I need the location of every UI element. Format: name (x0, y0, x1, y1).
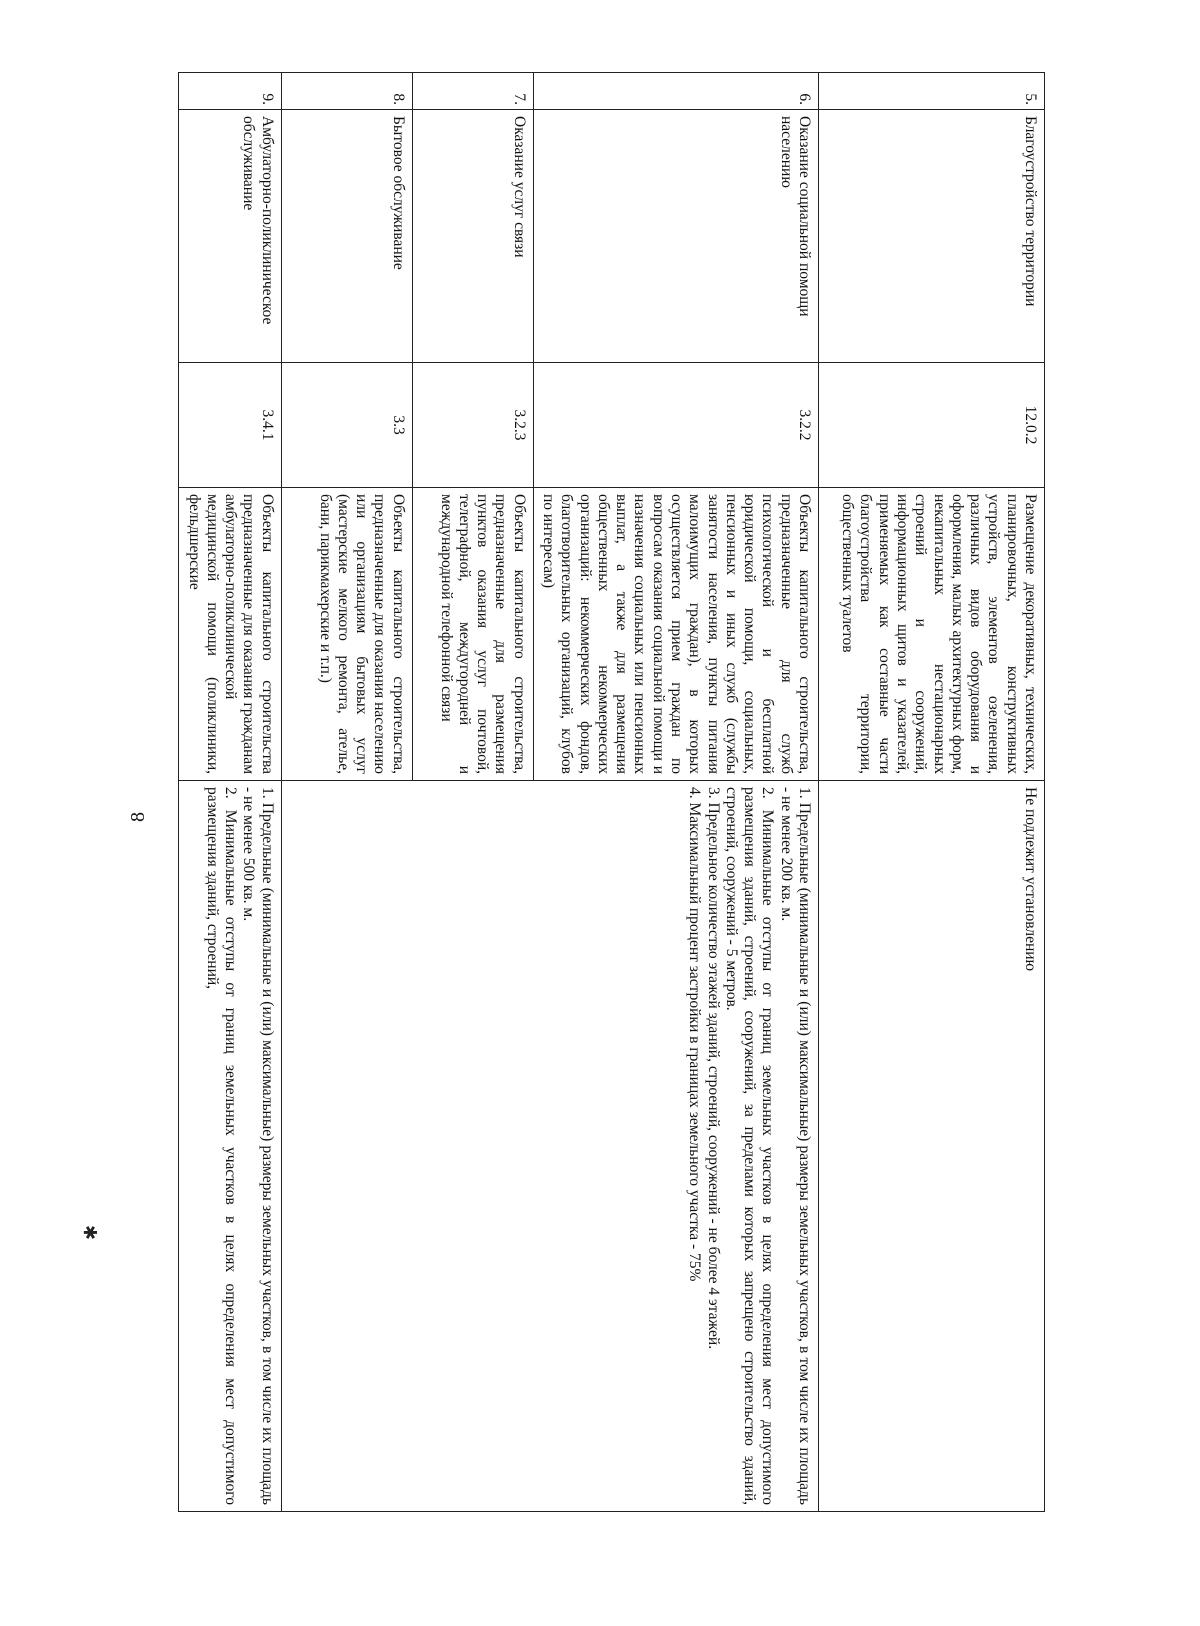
row-name: Благоустройство территории (819, 110, 1045, 363)
row-name: Бытовое обслуживание (281, 110, 412, 363)
row-description: Объекты капитального строительства, предназначенные для оказания населению или организациям бытовых услуг (мастерские мелкого ремонта, ателье, бани, парикмахерские и т.п.) (281, 488, 412, 781)
row-params: Не подлежит установлению (819, 781, 1045, 1512)
row-code: 3.3 (281, 363, 412, 488)
land-use-table-grid (178, 72, 1045, 1512)
row-description: Объекты капитального строительства предназначенные для оказания гражданам амбулаторно-поликлинической медицинской помощи (поликлиники, фельдшерские (178, 488, 281, 781)
land-use-table (175, 72, 1045, 1512)
table-row (533, 73, 818, 1512)
row-code: 3.4.1 (178, 363, 281, 488)
row-name: Оказание услуг связи (412, 110, 533, 363)
row-code: 12.0.2 (819, 363, 1045, 488)
row-params: 1. Предельные (минимальные и (или) максимальные) размеры земельных участков, в том числе их площадь - не менее 200 кв. м. 2. Минимальные отступы от границ земельных участков в целях определения мест допустимого размещения зданий, строений, сооружений, за пределами которых запрещено строительство зданий, строений, сооружений - 5 метров. 3. Предельное количество этажей зданий, строений, сооружений - не более 4 этажей. 4. Максимальный процент застройки в границах земельного участка - 75% (281, 781, 818, 1512)
row-code: 3.2.2 (533, 363, 818, 488)
row-number: 8. (281, 73, 412, 110)
row-name: Амбулаторно-поликлиническое обслуживание (178, 110, 281, 363)
scan-mark: ✱ (81, 1224, 102, 1241)
table-row (178, 73, 281, 1512)
row-code: 3.2.3 (412, 363, 533, 488)
table-body (178, 73, 1044, 1512)
row-description: Объекты капитального строительства, предназначенные для служб психологической и бесплатной юридической помощи, социальных, пенсионных и иных служб (службы занятости населения, пункты питания малоимущих граждан), в которых осуществляется прием граждан по вопросам оказания социальной помощи и назначения социальных или пенсионных выплат, а также для размещения общественных некоммерческих организаций: некоммерческих фондов, благотворительных организаций, клубов по интересам) (533, 488, 818, 781)
page-number: 8 (127, 812, 149, 822)
row-description: Объекты капитального строительства, предназначенные для размещения пунктов оказания услуг почтовой, телеграфной, междугородней и международной телефонной связи (412, 488, 533, 781)
row-params: 1. Предельные (минимальные и (или) максимальные) размеры земельных участков, в том числе их площадь - не менее 500 кв. м. 2. Минимальные отступы от границ земельных участков в целях определения мест допустимого размещения зданий, строений, (178, 781, 281, 1512)
row-number: 6. (533, 73, 818, 110)
table-row (819, 73, 1045, 1512)
row-number: 7. (412, 73, 533, 110)
row-number: 5. (819, 73, 1045, 110)
row-description: Размещение декоративных, технических, планировочных, конструктивных устройств, элементов озеленения, различных видов оборудования и оформления, малых архитектурных форм, некапитальных нестационарных строений и сооружений, информационных щитов и указателей, применяемых как составные части благоустройства территории, общественных туалетов (819, 488, 1045, 781)
row-number: 9. (178, 73, 281, 110)
row-name: Оказание социальной помощи населению (533, 110, 818, 363)
